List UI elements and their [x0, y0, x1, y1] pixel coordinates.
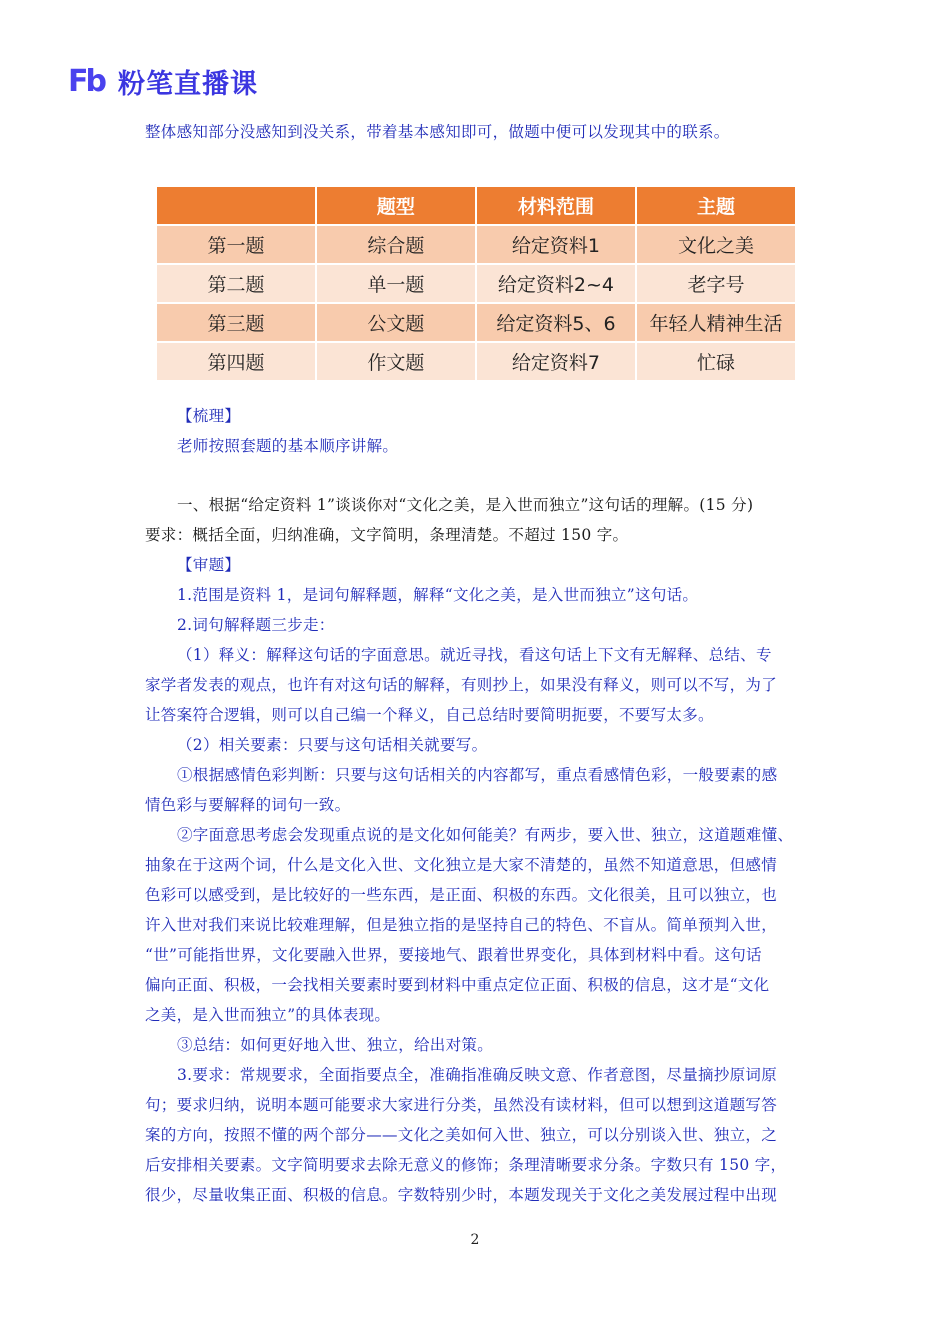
table-row — [157, 342, 796, 381]
body-line: 让答案符合逻辑，则可以自己编一个释义，自己总结时要简明扼要，不要写太多。 — [145, 706, 714, 724]
question-topic-table — [157, 187, 797, 382]
table-cell: 第四题 — [157, 342, 316, 381]
body-line: 抽象在于这两个词，什么是文化入世、文化独立是大家不清楚的，虽然不知道意思，但感情 — [145, 856, 778, 874]
fenbi-logo-icon: Fb — [68, 63, 104, 99]
body-line: ①根据感情色彩判断：只要与这句话相关的内容都写，重点看感情色彩，一般要素的感 — [177, 766, 778, 784]
table-row — [157, 303, 796, 342]
table-cell: 第二题 — [157, 264, 316, 303]
table-cell: 给定资料2~4 — [476, 264, 636, 303]
table-cell: 给定资料1 — [476, 225, 636, 264]
question-requirement: 要求：概括全面，归纳准确，文字简明，条理清楚。不超过 150 字。 — [145, 526, 629, 544]
table-cell: 忙碌 — [636, 342, 796, 381]
body-line: 3.要求：常规要求，全面指要点全，准确指准确反映文意、作者意图，尽量摘抄原词原 — [177, 1066, 777, 1084]
table-cell: 综合题 — [316, 225, 476, 264]
table-cell: 年轻人精神生活 — [636, 303, 796, 342]
brand-name: 粉笔直播课 — [118, 69, 258, 100]
table-cell: 单一题 — [316, 264, 476, 303]
table-cell: 作文题 — [316, 342, 476, 381]
body-line: 老师按照套题的基本顺序讲解。 — [177, 437, 399, 455]
section-heading-outline: 【梳理】 — [177, 407, 241, 425]
table-cell: 给定资料5、6 — [476, 303, 636, 342]
table-cell: 公文题 — [316, 303, 476, 342]
table-header-cell: 主题 — [636, 187, 796, 225]
intro-text: 整体感知部分没感知到没关系，带着基本感知即可，做题中便可以发现其中的联系。 — [145, 123, 730, 141]
question-line: 一、根据“给定资料 1”谈谈你对“文化之美，是入世而独立”这句话的理解。(15 分) — [177, 496, 754, 514]
table-header-cell — [157, 187, 316, 225]
body-line: （2）相关要素：只要与这句话相关就要写。 — [177, 736, 488, 754]
body-line: 情色彩与要解释的词句一致。 — [145, 796, 351, 814]
body-line: 句；要求归纳，说明本题可能要求大家进行分类，虽然没有读材料，但可以想到这道题写答 — [145, 1096, 778, 1114]
table-cell: 第一题 — [157, 225, 316, 264]
table-cell: 老字号 — [636, 264, 796, 303]
body-line: 之美，是入世而独立”的具体表现。 — [145, 1006, 391, 1024]
section-heading-review: 【审题】 — [177, 556, 241, 574]
page-number: 2 — [470, 1232, 480, 1248]
body-line: “世”可能指世界，文化要融入世界，要接地气、跟着世界变化，具体到材料中看。这句话 — [145, 946, 762, 964]
body-line: 后安排相关要素。文字简明要求去除无意义的修饰；条理清晰要求分条。字数只有 150 字， — [145, 1156, 787, 1174]
table-header-row — [157, 187, 796, 225]
body-line: 偏向正面、积极，一会找相关要素时要到材料中重点定位正面、积极的信息，这才是“文化 — [145, 976, 770, 994]
body-line: 2.词句解释题三步走： — [177, 616, 335, 634]
body-line: （1）释义：解释这句话的字面意思。就近寻找，看这句话上下文有无解释、总结、专 — [177, 646, 772, 664]
body-line: ②字面意思考虑会发现重点说的是文化如何能美？有两步，要入世、独立，这道题难懂、 — [177, 826, 794, 844]
body-line: 案的方向，按照不懂的两个部分——文化之美如何入世、独立，可以分别谈入世、独立，之 — [145, 1126, 778, 1144]
body-line: 很少，尽量收集正面、积极的信息。字数特别少时，本题发现关于文化之美发展过程中出现 — [145, 1186, 778, 1204]
table-row — [157, 225, 796, 264]
brand-logo — [68, 62, 258, 101]
body-line: 许入世对我们来说比较难理解，但是独立指的是坚持自己的特色、不盲从。简单预判入世， — [145, 916, 778, 934]
table-cell: 第三题 — [157, 303, 316, 342]
table-header-cell: 题型 — [316, 187, 476, 225]
table-cell: 给定资料7 — [476, 342, 636, 381]
body-line: 家学者发表的观点，也许有对这句话的解释，有则抄上，如果没有释义，则可以不写，为了 — [145, 676, 778, 694]
body-line: 1.范围是资料 1，是词句解释题，解释“文化之美，是入世而独立”这句话。 — [177, 586, 699, 604]
table-row — [157, 264, 796, 303]
body-line: 色彩可以感受到，是比较好的一些东西，是正面、积极的东西。文化很美，且可以独立，也 — [145, 886, 778, 904]
table-cell: 文化之美 — [636, 225, 796, 264]
body-line: ③总结：如何更好地入世、独立，给出对策。 — [177, 1036, 494, 1054]
table-header-cell: 材料范围 — [476, 187, 636, 225]
